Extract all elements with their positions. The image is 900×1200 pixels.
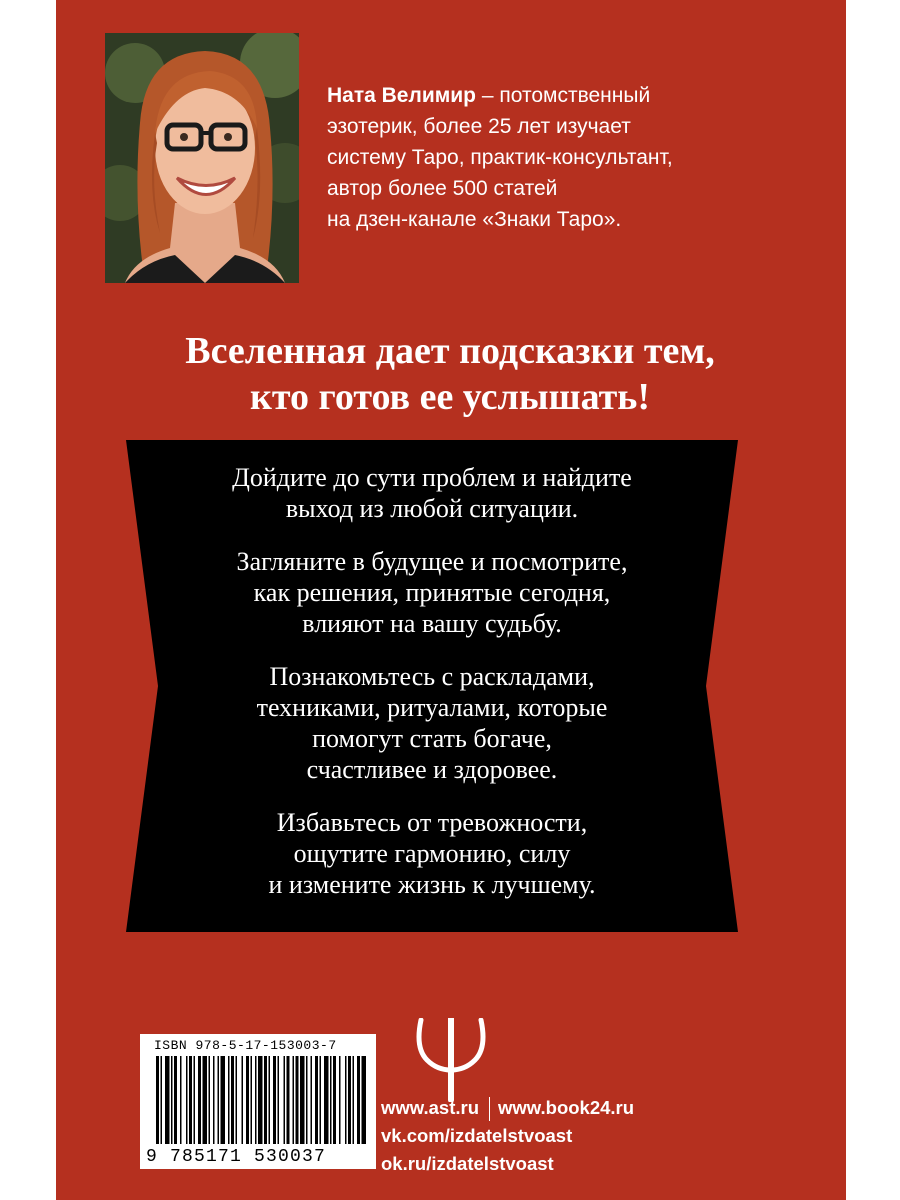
bio-line: систему Таро, практик-консультант, — [327, 146, 673, 169]
panel-line: влияют на вашу судьбу. — [302, 609, 562, 638]
barcode-bar — [348, 1056, 351, 1144]
panel-line: Загляните в будущее и посмотрите, — [236, 547, 628, 576]
panel-line: техниками, ритуалами, которые — [256, 693, 608, 722]
author-name: Ната Велимир — [327, 84, 477, 107]
isbn-barcode — [140, 1034, 376, 1169]
panel-paragraph — [126, 661, 738, 785]
barcode-bar — [324, 1056, 329, 1144]
headline-line: кто готов ее услышать! — [249, 376, 651, 418]
barcode-bar — [156, 1056, 159, 1144]
link-book24[interactable]: www.book24.ru — [498, 1097, 635, 1118]
barcode-bar — [186, 1056, 188, 1144]
barcode-bar — [189, 1056, 192, 1144]
barcode-bar — [357, 1056, 360, 1144]
barcode-bar — [284, 1056, 286, 1144]
panel-text — [126, 462, 738, 922]
panel-line: как решения, принятые сегодня, — [253, 578, 611, 607]
barcode-bar — [218, 1056, 220, 1144]
barcode-bar — [278, 1056, 280, 1144]
barcode-bar — [330, 1056, 332, 1144]
author-photo — [105, 33, 299, 283]
barcode-bar — [300, 1056, 305, 1144]
barcode-bar — [174, 1056, 177, 1144]
author-bio — [327, 80, 707, 235]
barcode-bar — [339, 1056, 341, 1144]
panel-line: Избавьтесь от тревожности, — [276, 808, 588, 837]
panel-line: выход из любой ситуации. — [285, 494, 579, 523]
barcode-bar — [273, 1056, 276, 1144]
bio-line: автор более 500 статей — [327, 177, 558, 200]
barcode-bar — [165, 1056, 170, 1144]
panel-paragraph — [126, 546, 738, 639]
barcode-bar — [264, 1056, 267, 1144]
barcode-bar — [231, 1056, 234, 1144]
barcode-bar — [258, 1056, 263, 1144]
barcode-bar — [221, 1056, 226, 1144]
barcode-bar — [246, 1056, 249, 1144]
barcode-bar — [293, 1056, 295, 1144]
barcode-bar — [209, 1056, 211, 1144]
description-panel — [126, 440, 738, 932]
panel-line: и измените жизнь к лучшему. — [268, 870, 596, 899]
panel-line: Дойдите до сути проблем и найдите — [232, 463, 632, 492]
barcode-bar — [242, 1056, 244, 1144]
link-ok[interactable]: ok.ru/izdatelstvoast — [381, 1153, 554, 1174]
barcode-bar — [255, 1056, 257, 1144]
barcode-bar — [180, 1056, 182, 1144]
barcode-bar — [315, 1056, 318, 1144]
barcode-bar — [296, 1056, 299, 1144]
barcode-bar — [353, 1056, 355, 1144]
panel-paragraph — [126, 807, 738, 900]
panel-line: Познакомьтесь с раскладами, — [269, 662, 595, 691]
barcode-bar — [161, 1056, 163, 1144]
link-ast[interactable]: www.ast.ru — [381, 1097, 480, 1118]
barcode-bar — [236, 1056, 238, 1144]
barcode-bar — [269, 1056, 271, 1144]
barcode-bar — [320, 1056, 322, 1144]
barcode-bar — [362, 1056, 367, 1144]
link-vk[interactable]: vk.com/izdatelstvoast — [381, 1125, 573, 1146]
barcode-bar — [203, 1056, 208, 1144]
barcode-bar — [311, 1056, 313, 1144]
barcode-bar — [194, 1056, 196, 1144]
bio-line: эзотерик, более 25 лет изучает — [327, 115, 631, 138]
links-row — [381, 1094, 634, 1122]
barcode-bar — [333, 1056, 336, 1144]
barcode-digits: 9 785171 530037 — [146, 1147, 327, 1167]
publisher-links — [381, 1094, 634, 1178]
panel-paragraph — [126, 462, 738, 524]
psi-icon — [413, 1018, 489, 1102]
barcode-bar — [345, 1056, 347, 1144]
barcode-bar — [251, 1056, 253, 1144]
panel-line: ощутите гармонию, силу — [293, 839, 571, 868]
isbn-label: ISBN 978-5-17-153003-7 — [154, 1038, 337, 1053]
bio-line: на дзен-канале «Знаки Таро». — [327, 208, 622, 231]
panel-line: помогут стать богаче, — [312, 724, 552, 753]
barcode-bar — [287, 1056, 290, 1144]
barcode-bar — [213, 1056, 215, 1144]
bio-line — [327, 80, 707, 111]
barcode-bar — [171, 1056, 173, 1144]
link-separator — [489, 1097, 490, 1121]
headline-line: Вселенная дает подсказки тем, — [185, 330, 715, 372]
barcode-bar — [198, 1056, 201, 1144]
barcode-bar — [306, 1056, 308, 1144]
panel-line: счастливее и здоровее. — [306, 755, 558, 784]
barcode-bar — [228, 1056, 230, 1144]
bio-line-text: – потомственный — [476, 84, 651, 107]
headline — [0, 328, 900, 420]
